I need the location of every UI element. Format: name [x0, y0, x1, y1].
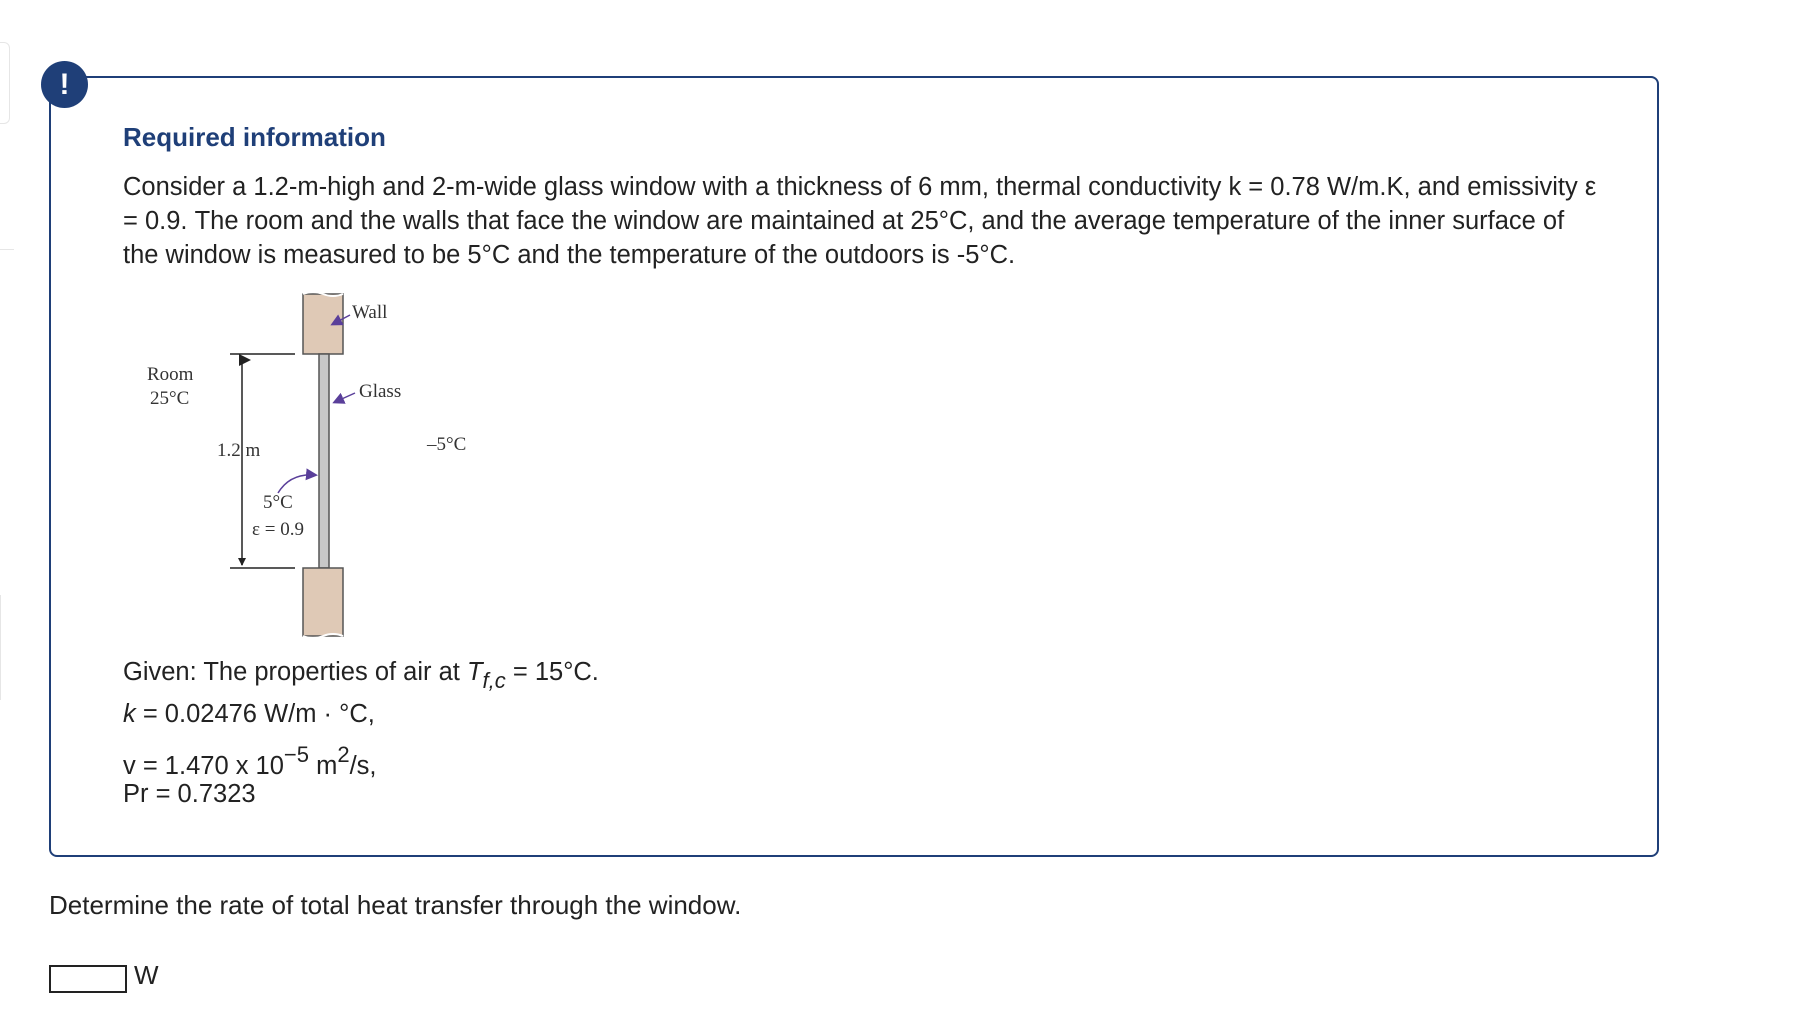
top-wall — [303, 294, 343, 354]
room-label: Room — [147, 364, 194, 385]
question-text: Determine the rate of total heat transfer through the window. — [49, 890, 742, 920]
answer-unit: W — [134, 960, 159, 990]
bottom-wall — [303, 568, 343, 636]
side-panel-edge — [0, 42, 10, 124]
info-title: Required information — [123, 122, 386, 152]
glass-label: Glass — [359, 381, 402, 402]
window-diagram — [145, 290, 505, 640]
glass-pane — [319, 354, 329, 568]
outdoor-temp-label: –5°C — [427, 434, 467, 455]
surface-temp-label: 5°C — [263, 492, 293, 513]
given-prandtl: Pr = 0.7323 — [123, 780, 256, 808]
given-viscosity: v = 1.470 x $10^{-5}$ $m^2/s$, — [123, 742, 377, 780]
alert-icon: ! — [41, 61, 88, 108]
wall-label: Wall — [352, 302, 388, 323]
side-divider — [0, 249, 14, 250]
emissivity-label: ε = 0.9 — [252, 519, 304, 540]
given-conductivity: k = 0.02476 W/m · °C, — [123, 700, 375, 728]
answer-input[interactable] — [49, 965, 127, 993]
room-temp-label: 25°C — [150, 388, 190, 409]
given-intro: Given: The properties of air at $T_{f,c} = 15^\circ C$. — [123, 658, 599, 693]
height-label: 1.2 m — [217, 440, 261, 461]
problem-statement: Consider a 1.2-m-high and 2-m-wide glass window with a thickness of 6 mm, thermal conductivity k = 0.78 W/m.K, and emissivity ε = 0.9. The room and the walls that face the window are maintained at 25°C, and the average temperature of the inner surface of the window is measured to be 5°C and the temperature of the outdoors is -5°C. — [123, 173, 1597, 269]
side-divider-vertical — [0, 595, 1, 700]
